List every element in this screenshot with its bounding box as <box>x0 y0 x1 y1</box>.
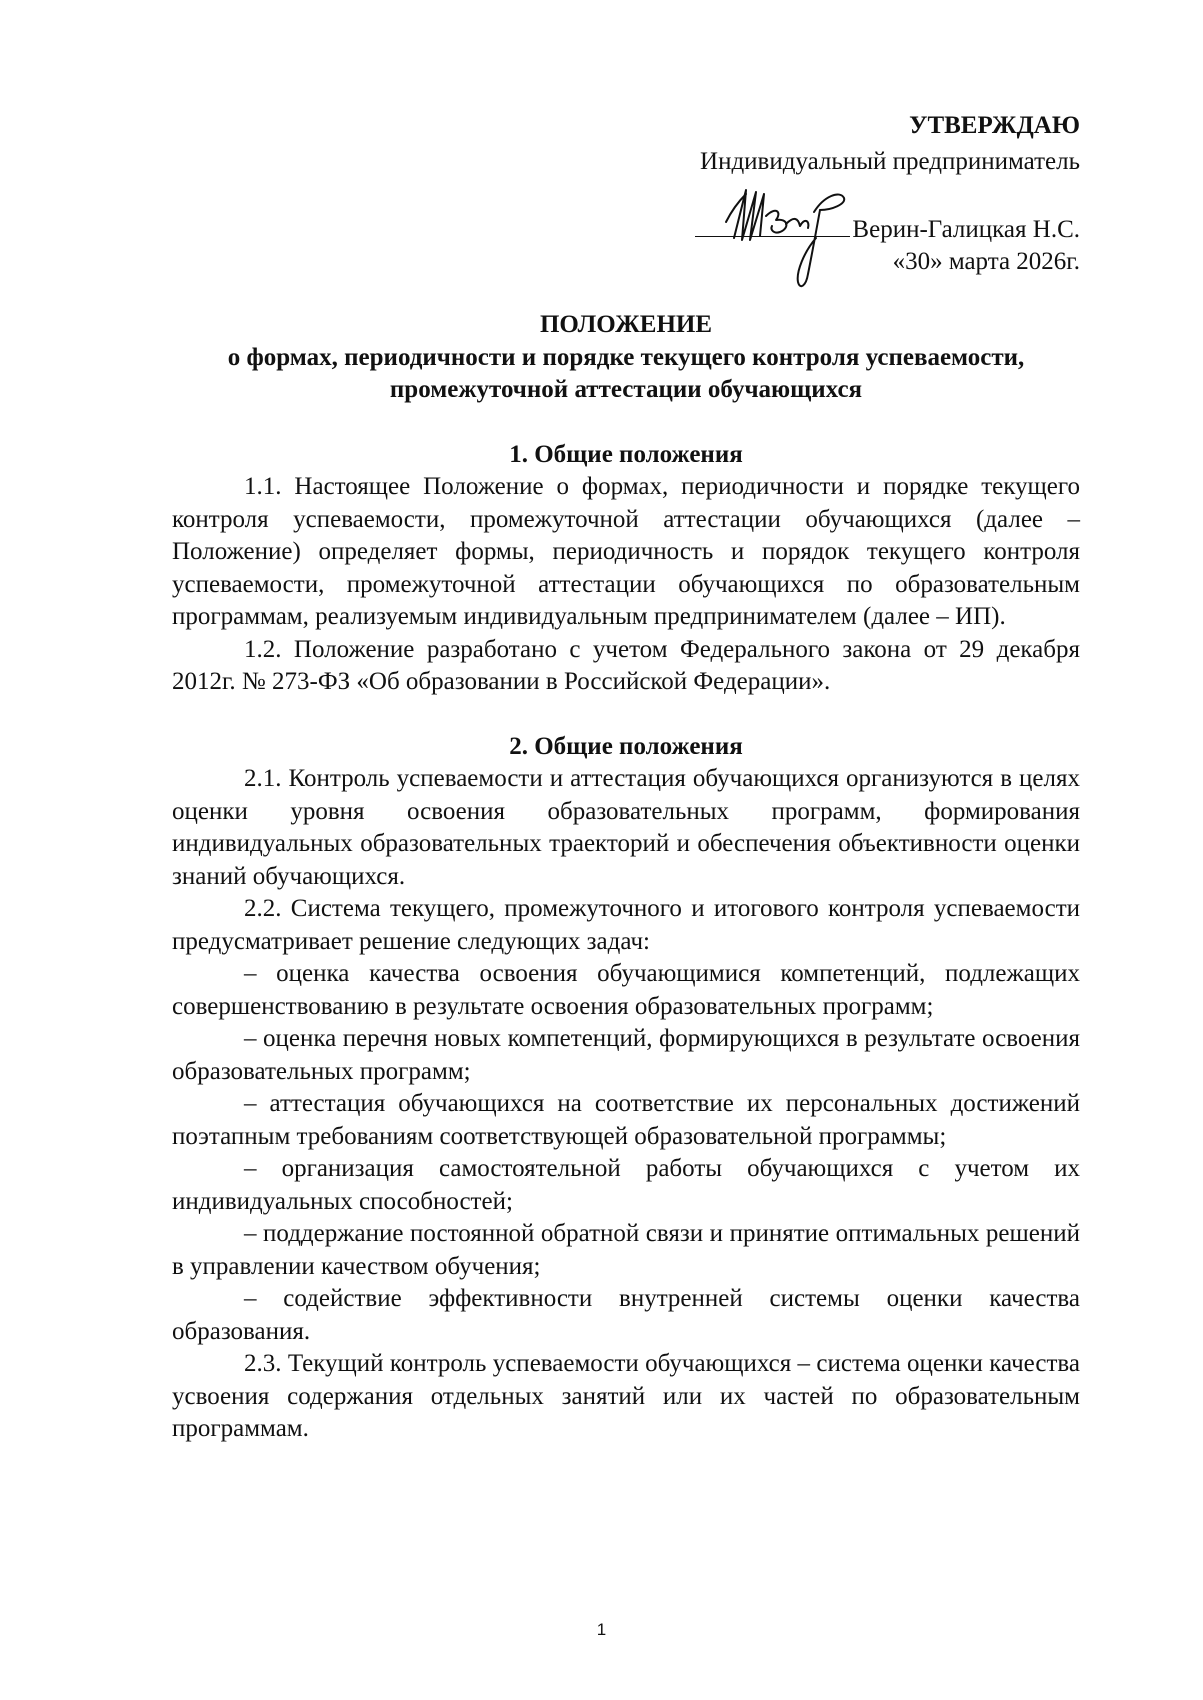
document-title: ПОЛОЖЕНИЕ <box>539 311 713 338</box>
document-body <box>172 309 1080 1446</box>
task-item: – организация самостоятельной работы обучающихся с учетом их индивидуальных способностей; <box>172 1155 1080 1215</box>
task-item: – поддержание постоянной обратной связи и принятие оптимальных решений в управлении качеством обучения; <box>172 1220 1080 1280</box>
page-number: 1 <box>596 1620 607 1639</box>
spacer <box>172 407 1080 439</box>
paragraph-2-1: 2.1. Контроль успеваемости и аттестация обучающихся организуются в целях оценки уровня освоения образовательных программ, формирования индивидуальных образовательных траекторий и обеспечения объективности оценки знаний обучающихся. <box>172 765 1080 890</box>
paragraph-2-2: 2.2. Система текущего, промежуточного и итогового контроля успеваемости предусматривает решение следующих задач: <box>172 895 1080 955</box>
approval-name: Верин-Галицкая Н.С. <box>852 216 1080 243</box>
section-1-heading: 1. Общие положения <box>509 440 743 468</box>
approval-date: «30» марта 2026г. <box>892 248 1080 275</box>
paragraph-2-3: 2.3. Текущий контроль успеваемости обучающихся – система оценки качества усвоения содержания отдельных занятий или их частей по образовательным программам. <box>172 1350 1080 1442</box>
task-item: – аттестация обучающихся на соответствие их персональных достижений поэтапным требованиям соответствующей образовательной программы; <box>172 1090 1080 1150</box>
task-item: – содействие эффективности внутренней системы оценки качества образования. <box>172 1285 1080 1345</box>
paragraph-1-2: 1.2. Положение разработано с учетом Федерального закона от 29 декабря 2012г. № 273-ФЗ «Об образовании в Российской Федерации». <box>172 635 1080 695</box>
task-item: – оценка перечня новых компетенций, формирующихся в результате освоения образовательных программ; <box>172 1025 1080 1085</box>
document-subtitle-line-1: о формах, периодичности и порядке текущего контроля успеваемости, <box>227 343 1025 371</box>
approval-role: Индивидуальный предприниматель <box>700 148 1080 175</box>
task-item: – оценка качества освоения обучающимися компетенций, подлежащих совершенствованию в результате освоения образовательных программ; <box>172 960 1080 1020</box>
approval-title: УТВЕРЖДАЮ <box>909 112 1080 139</box>
section-2-heading: 2. Общие положения <box>509 732 743 760</box>
document-subtitle-line-2: промежуточной аттестации обучающихся <box>389 376 863 403</box>
paragraph-1-1: 1.1. Настоящее Положение о формах, периодичности и порядке текущего контроля успеваемости, промежуточной аттестации обучающихся (далее – Положение) определяет формы, периодичность и порядок текущего контроля успеваемости, промежуточной аттестации обучающихся по образовательным программам, реализуемым индивидуальным предпринимателем (далее – ИП). <box>172 473 1080 630</box>
spacer <box>172 699 1080 731</box>
handwritten-signature <box>720 182 850 292</box>
